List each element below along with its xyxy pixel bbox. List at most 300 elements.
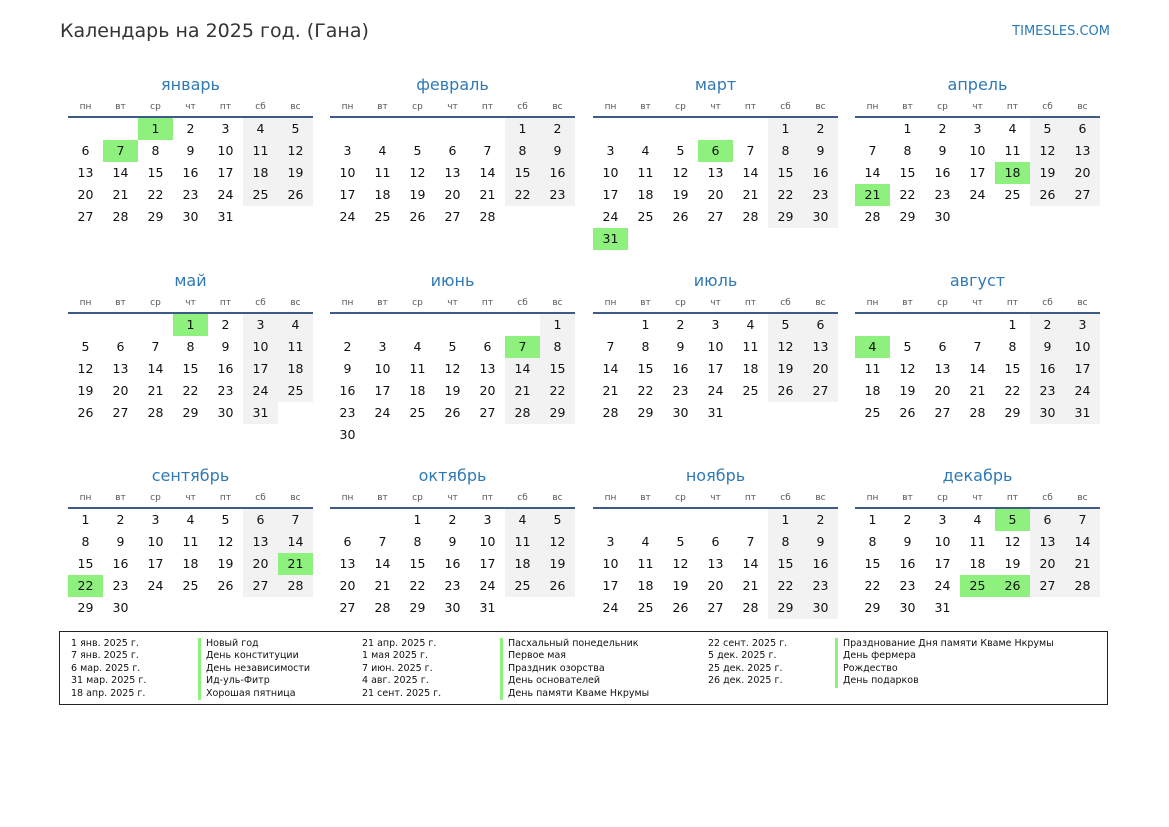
weekday-label: пн (79, 298, 92, 308)
day-cell: 28 (864, 209, 881, 224)
day-cell: 21 (505, 380, 540, 402)
day-cell: 18 (637, 187, 654, 202)
day-cell: 30 (339, 427, 356, 442)
day-cell: 28 (505, 402, 540, 424)
empty-cell (365, 314, 400, 336)
month-1 (68, 72, 313, 228)
holiday-name: День основателей (500, 675, 649, 687)
day-cell: 24 (602, 600, 619, 615)
weekday-label: пт (1006, 493, 1019, 503)
day-cell: 14 (742, 165, 759, 180)
day-cell: 11 (505, 531, 540, 553)
month-name: декабрь (942, 466, 1013, 485)
holiday-day: 7 (505, 336, 540, 358)
day-cell: 28 (602, 405, 619, 420)
weekday-label: чт (972, 298, 983, 308)
weekday-label: сб (517, 493, 528, 503)
day-cell: 30 (803, 597, 838, 619)
holiday-date: 4 авг. 2025 г. (362, 675, 429, 687)
day-cell: 13 (707, 556, 724, 571)
day-cell: 15 (182, 361, 199, 376)
day-cell: 30 (444, 600, 461, 615)
weekday-label: пн (341, 493, 354, 503)
day-cell: 7 (483, 143, 492, 158)
day-cell: 29 (768, 206, 803, 228)
day-cell: 8 (540, 336, 575, 358)
day-cell: 4 (278, 314, 313, 336)
day-cell: 3 (606, 143, 615, 158)
day-cell: 24 (479, 578, 496, 593)
holiday-date: 31 мар. 2025 г. (71, 675, 147, 687)
day-cell: 8 (413, 534, 422, 549)
day-cell: 17 (374, 383, 391, 398)
day-cell: 1 (413, 512, 422, 527)
day-cell: 26 (768, 380, 803, 402)
day-cell: 27 (479, 405, 496, 420)
day-cell: 3 (711, 317, 720, 332)
weekday-label: сб (255, 298, 266, 308)
day-cell: 1 (505, 118, 540, 140)
empty-cell (593, 509, 628, 531)
holiday-name: Пасхальный понедельник (500, 638, 649, 650)
weekday-label: чт (185, 102, 196, 112)
day-cell: 17 (602, 578, 619, 593)
day-cell: 9 (903, 534, 912, 549)
holiday-day: 21 (278, 553, 313, 575)
day-cell: 31 (243, 402, 278, 424)
weekday-label: пт (744, 102, 757, 112)
day-cell: 18 (243, 162, 278, 184)
day-grid (330, 314, 575, 446)
day-cell: 6 (343, 534, 352, 549)
day-cell: 7 (746, 143, 755, 158)
day-cell: 23 (899, 578, 916, 593)
day-cell: 23 (803, 575, 838, 597)
day-cell: 4 (746, 317, 755, 332)
day-cell: 3 (221, 121, 230, 136)
day-cell: 11 (1004, 143, 1021, 158)
day-cell: 14 (278, 531, 313, 553)
day-cell: 25 (243, 184, 278, 206)
day-cell: 20 (77, 187, 94, 202)
day-cell: 3 (243, 314, 278, 336)
weekday-header (593, 294, 838, 314)
weekday-label: вс (1077, 298, 1088, 308)
day-cell: 29 (182, 405, 199, 420)
day-cell: 4 (186, 512, 195, 527)
day-cell: 22 (505, 184, 540, 206)
day-cell: 13 (77, 165, 94, 180)
weekday-header (855, 489, 1100, 509)
month-12 (855, 463, 1100, 619)
day-cell: 19 (540, 553, 575, 575)
day-cell: 21 (1065, 553, 1100, 575)
day-cell: 26 (217, 578, 234, 593)
empty-cell (593, 118, 628, 140)
day-cell: 22 (182, 383, 199, 398)
day-cell: 15 (77, 556, 94, 571)
weekday-label: ср (412, 102, 423, 112)
day-cell: 7 (151, 339, 160, 354)
holiday-dates-column (71, 638, 146, 700)
day-cell: 9 (938, 143, 947, 158)
day-cell: 2 (803, 509, 838, 531)
day-cell: 15 (540, 358, 575, 380)
day-cell: 30 (182, 209, 199, 224)
day-cell: 23 (217, 383, 234, 398)
day-cell: 20 (444, 187, 461, 202)
day-cell: 29 (1004, 405, 1021, 420)
weekday-label: пн (604, 102, 617, 112)
weekday-label: ср (412, 298, 423, 308)
month-6 (330, 268, 575, 446)
weekday-label: вс (552, 102, 563, 112)
weekday-header (68, 294, 313, 314)
weekday-label: вт (377, 493, 388, 503)
weekday-label: сб (780, 493, 791, 503)
month-8 (855, 268, 1100, 424)
day-cell: 7 (606, 339, 615, 354)
day-cell: 11 (637, 165, 654, 180)
day-grid (330, 118, 575, 228)
day-cell: 10 (1065, 336, 1100, 358)
day-cell: 22 (147, 187, 164, 202)
weekday-label: ср (675, 493, 686, 503)
day-cell: 12 (278, 140, 313, 162)
day-cell: 5 (278, 118, 313, 140)
weekday-label: вт (377, 298, 388, 308)
day-cell: 20 (479, 383, 496, 398)
day-cell: 24 (934, 578, 951, 593)
empty-cell (330, 314, 365, 336)
day-cell: 6 (116, 339, 125, 354)
weekday-label: вс (290, 493, 301, 503)
weekday-header (330, 489, 575, 509)
day-cell: 1 (1008, 317, 1017, 332)
month-5 (68, 268, 313, 424)
day-cell: 4 (973, 512, 982, 527)
day-grid (855, 118, 1100, 228)
weekday-label: вс (815, 298, 826, 308)
day-cell: 2 (116, 512, 125, 527)
day-cell: 27 (112, 405, 129, 420)
weekday-label: пн (866, 298, 879, 308)
day-cell: 8 (186, 339, 195, 354)
day-grid (593, 118, 838, 250)
day-cell: 27 (707, 600, 724, 615)
month-3 (593, 72, 838, 250)
weekday-header (593, 98, 838, 118)
day-cell: 5 (81, 339, 90, 354)
day-cell: 6 (711, 534, 720, 549)
day-cell: 27 (1065, 184, 1100, 206)
weekday-label: пн (604, 298, 617, 308)
holiday-date: 22 сент. 2025 г. (708, 638, 788, 649)
day-grid (330, 509, 575, 619)
weekday-label: пн (866, 102, 879, 112)
day-cell: 22 (768, 184, 803, 206)
day-cell: 17 (147, 556, 164, 571)
weekday-label: чт (447, 493, 458, 503)
day-cell: 26 (77, 405, 94, 420)
day-cell: 26 (672, 209, 689, 224)
day-cell: 12 (77, 361, 94, 376)
day-cell: 2 (676, 317, 685, 332)
weekday-label: чт (972, 102, 983, 112)
day-cell: 10 (479, 534, 496, 549)
empty-cell (663, 118, 698, 140)
weekday-label: ср (675, 102, 686, 112)
day-cell: 6 (483, 339, 492, 354)
weekday-label: пн (79, 102, 92, 112)
day-cell: 4 (378, 143, 387, 158)
day-cell: 10 (602, 165, 619, 180)
day-cell: 20 (707, 578, 724, 593)
day-cell: 27 (339, 600, 356, 615)
day-cell: 30 (899, 600, 916, 615)
day-cell: 1 (868, 512, 877, 527)
day-cell: 8 (81, 534, 90, 549)
day-cell: 21 (112, 187, 129, 202)
day-cell: 14 (742, 556, 759, 571)
day-cell: 1 (641, 317, 650, 332)
weekday-label: вт (640, 298, 651, 308)
holiday-legend (59, 631, 1108, 705)
day-cell: 29 (540, 402, 575, 424)
day-cell: 2 (938, 121, 947, 136)
weekday-label: вт (115, 298, 126, 308)
day-cell: 4 (505, 509, 540, 531)
day-cell: 18 (374, 187, 391, 202)
holiday-names-column (198, 638, 310, 700)
day-cell: 31 (217, 209, 234, 224)
day-cell: 27 (1030, 575, 1065, 597)
empty-cell (733, 118, 768, 140)
day-cell: 16 (339, 383, 356, 398)
day-cell: 13 (444, 165, 461, 180)
day-cell: 18 (409, 383, 426, 398)
month-name: август (949, 271, 1006, 290)
day-cell: 3 (606, 534, 615, 549)
weekday-label: пн (866, 493, 879, 503)
day-cell: 5 (448, 339, 457, 354)
holiday-date: 7 июн. 2025 г. (362, 662, 433, 674)
month-10 (330, 463, 575, 619)
month-name: февраль (416, 75, 489, 94)
day-cell: 5 (540, 509, 575, 531)
day-cell: 21 (742, 187, 759, 202)
day-cell: 8 (768, 140, 803, 162)
day-grid (593, 314, 838, 424)
weekday-header (330, 294, 575, 314)
holiday-day: 31 (593, 228, 628, 250)
empty-cell (365, 118, 400, 140)
month-name: март (694, 75, 737, 94)
day-cell: 6 (1030, 509, 1065, 531)
day-cell: 5 (1030, 118, 1065, 140)
day-cell: 1 (81, 512, 90, 527)
day-cell: 2 (903, 512, 912, 527)
day-cell: 16 (112, 556, 129, 571)
day-cell: 17 (217, 165, 234, 180)
empty-cell (733, 509, 768, 531)
weekday-label: сб (517, 102, 528, 112)
day-cell: 10 (969, 143, 986, 158)
day-cell: 14 (479, 165, 496, 180)
day-cell: 15 (505, 162, 540, 184)
weekday-label: ср (937, 102, 948, 112)
month-name: июль (693, 271, 738, 290)
day-cell: 2 (343, 339, 352, 354)
day-cell: 19 (217, 556, 234, 571)
day-cell: 12 (768, 336, 803, 358)
weekday-label: ср (675, 298, 686, 308)
day-cell: 13 (479, 361, 496, 376)
day-cell: 29 (637, 405, 654, 420)
day-cell: 25 (182, 578, 199, 593)
day-cell: 11 (969, 534, 986, 549)
site-link[interactable]: TIMESLES.COM (1012, 24, 1110, 39)
holiday-day: 21 (855, 184, 890, 206)
weekday-header (330, 98, 575, 118)
day-cell: 20 (339, 578, 356, 593)
day-cell: 8 (151, 143, 160, 158)
day-cell: 24 (602, 209, 619, 224)
day-cell: 5 (903, 339, 912, 354)
day-cell: 20 (1065, 162, 1100, 184)
day-cell: 29 (768, 597, 803, 619)
month-name: май (174, 271, 207, 290)
day-cell: 17 (969, 165, 986, 180)
holiday-day: 22 (68, 575, 103, 597)
day-cell: 23 (934, 187, 951, 202)
day-cell: 11 (864, 361, 881, 376)
day-cell: 28 (112, 209, 129, 224)
empty-cell (890, 314, 925, 336)
day-cell: 29 (899, 209, 916, 224)
day-cell: 16 (444, 556, 461, 571)
day-cell: 18 (864, 383, 881, 398)
day-cell: 10 (934, 534, 951, 549)
empty-cell (698, 509, 733, 531)
holiday-day: 6 (698, 140, 733, 162)
holiday-date: 21 апр. 2025 г. (362, 638, 437, 649)
weekday-header (855, 98, 1100, 118)
day-cell: 14 (147, 361, 164, 376)
weekday-label: вт (640, 102, 651, 112)
weekday-label: пт (219, 493, 232, 503)
day-cell: 29 (77, 600, 94, 615)
day-cell: 27 (243, 575, 278, 597)
weekday-label: пт (1006, 298, 1019, 308)
day-cell: 30 (803, 206, 838, 228)
day-cell: 9 (540, 140, 575, 162)
day-cell: 17 (1065, 358, 1100, 380)
day-cell: 6 (803, 314, 838, 336)
day-cell: 1 (768, 509, 803, 531)
day-cell: 12 (1030, 140, 1065, 162)
day-cell: 6 (448, 143, 457, 158)
holiday-date: 1 янв. 2025 г. (71, 638, 139, 649)
day-cell: 18 (505, 553, 540, 575)
weekday-label: ср (150, 298, 161, 308)
empty-cell (855, 118, 890, 140)
day-cell: 8 (768, 531, 803, 553)
day-cell: 30 (672, 405, 689, 420)
day-cell: 30 (217, 405, 234, 420)
weekday-label: сб (1042, 493, 1053, 503)
day-cell: 13 (1065, 140, 1100, 162)
empty-cell (593, 314, 628, 336)
day-cell: 18 (969, 556, 986, 571)
day-cell: 12 (672, 556, 689, 571)
weekday-label: чт (710, 102, 721, 112)
empty-cell (400, 314, 435, 336)
day-cell: 27 (934, 405, 951, 420)
empty-cell (138, 314, 173, 336)
day-cell: 24 (217, 187, 234, 202)
day-cell: 1 (768, 118, 803, 140)
weekday-label: вс (290, 102, 301, 112)
day-cell: 14 (505, 358, 540, 380)
day-cell: 21 (374, 578, 391, 593)
empty-cell (855, 314, 890, 336)
day-cell: 20 (803, 358, 838, 380)
empty-cell (663, 509, 698, 531)
weekday-label: вс (552, 493, 563, 503)
holiday-day: 1 (138, 118, 173, 140)
day-cell: 10 (707, 339, 724, 354)
weekday-label: вт (115, 493, 126, 503)
empty-cell (330, 509, 365, 531)
weekday-label: пт (1006, 102, 1019, 112)
month-name: сентябрь (151, 466, 230, 485)
day-cell: 15 (409, 556, 426, 571)
empty-cell (628, 118, 663, 140)
day-cell: 12 (540, 531, 575, 553)
weekday-label: ср (937, 493, 948, 503)
holiday-name: Празднование Дня памяти Кваме Нкрумы (835, 638, 1054, 650)
empty-cell (960, 314, 995, 336)
day-cell: 19 (1004, 556, 1021, 571)
day-cell: 10 (602, 556, 619, 571)
holiday-date: 6 мар. 2025 г. (71, 662, 141, 674)
month-name: июнь (430, 271, 475, 290)
day-cell: 6 (243, 509, 278, 531)
day-cell: 16 (899, 556, 916, 571)
day-cell: 14 (112, 165, 129, 180)
day-cell: 25 (742, 383, 759, 398)
weekday-label: вс (552, 298, 563, 308)
holiday-dates-column (362, 638, 441, 700)
weekday-label: сб (780, 298, 791, 308)
day-cell: 17 (243, 358, 278, 380)
day-cell: 26 (278, 184, 313, 206)
day-cell: 10 (147, 534, 164, 549)
month-name: ноябрь (685, 466, 746, 485)
day-cell: 23 (672, 383, 689, 398)
day-grid (855, 314, 1100, 424)
weekday-header (68, 489, 313, 509)
day-cell: 25 (278, 380, 313, 402)
holiday-date: 26 дек. 2025 г. (708, 675, 783, 687)
holiday-date: 7 янв. 2025 г. (71, 650, 139, 662)
day-cell: 3 (483, 512, 492, 527)
day-cell: 4 (641, 534, 650, 549)
day-cell: 11 (182, 534, 199, 549)
weekday-label: вт (377, 102, 388, 112)
day-cell: 22 (409, 578, 426, 593)
